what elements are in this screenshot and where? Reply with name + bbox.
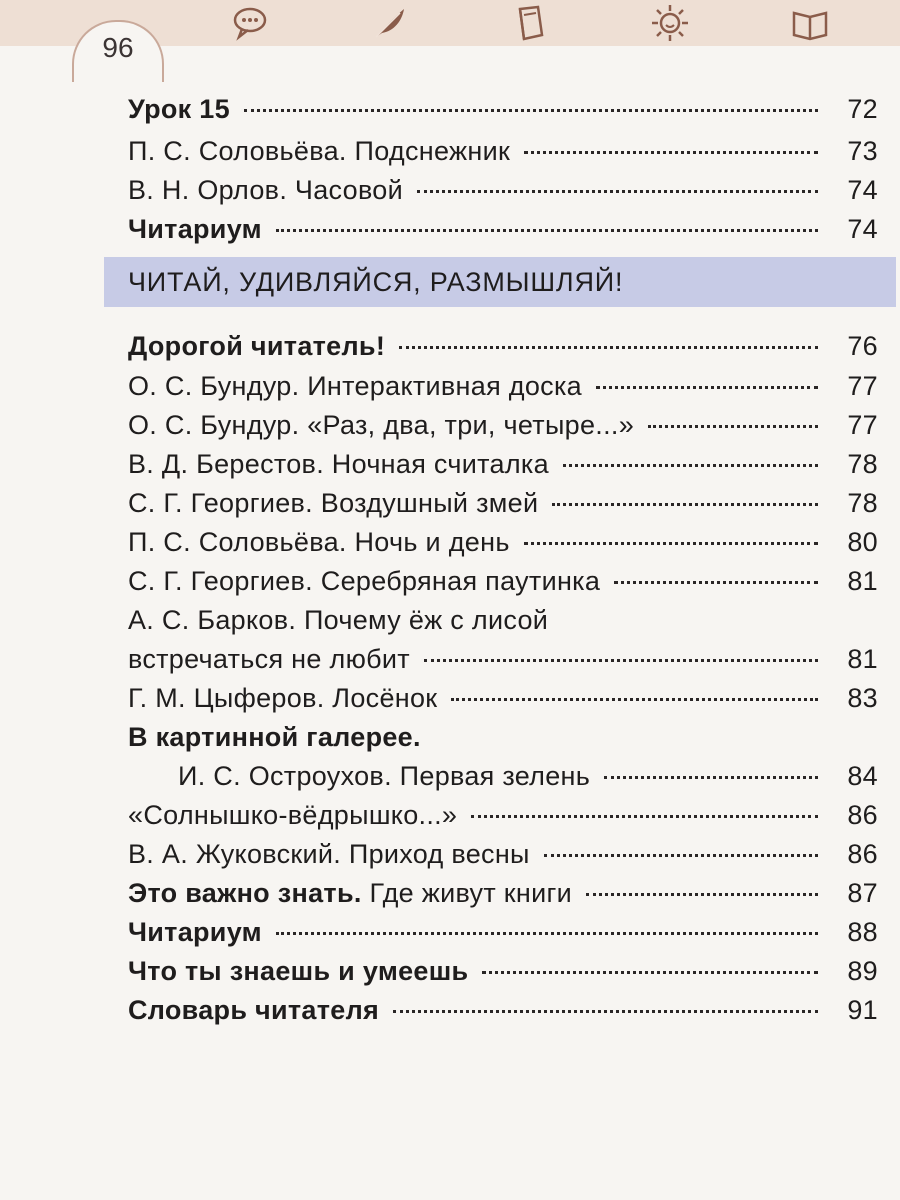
toc-entry-page: 74 <box>847 214 878 244</box>
toc-leader-dots <box>524 542 818 545</box>
toc-entry-page: 77 <box>847 371 878 401</box>
toc-entry-page: 72 <box>847 94 878 124</box>
toc-leader-dots <box>276 932 818 935</box>
toc-leader-dots <box>471 815 818 818</box>
table-of-contents <box>128 86 878 1030</box>
toc-entry[interactable] <box>128 640 878 679</box>
toc-entry[interactable] <box>128 874 878 913</box>
toc-leader-dots <box>586 893 818 896</box>
toc-entry-page: 88 <box>847 917 878 947</box>
toc-subsection-heading[interactable] <box>128 718 878 757</box>
toc-entry[interactable] <box>128 835 878 874</box>
toc-entry[interactable] <box>128 445 878 484</box>
toc-leader-dots <box>451 698 818 701</box>
toc-entry[interactable] <box>128 367 878 406</box>
toc-entry-title: И. С. Остроухов. Первая зелень <box>178 761 591 791</box>
speech-bubble-icon <box>227 0 273 46</box>
toc-entry-title: С. Г. Георгиев. Воздушный змей <box>128 488 539 518</box>
toc-entry-title: Дорогой читатель! <box>128 331 386 361</box>
toc-entry-page: 81 <box>847 566 878 596</box>
toc-entry[interactable] <box>128 796 878 835</box>
toc-leader-dots <box>614 581 818 584</box>
toc-entry-first-line[interactable] <box>128 601 878 640</box>
toc-entry[interactable] <box>128 679 878 718</box>
toc-leader-dots <box>648 425 818 428</box>
toc-entry[interactable] <box>128 562 878 601</box>
toc-leader-dots <box>544 854 818 857</box>
toc-entry-title: П. С. Соловьёва. Ночь и день <box>128 527 510 557</box>
toc-leader-dots <box>596 386 818 389</box>
toc-entry-title-bold: Это важно знать. <box>128 878 362 908</box>
toc-entry[interactable] <box>128 952 878 991</box>
toc-leader-dots <box>604 776 818 779</box>
toc-leader-dots <box>552 503 818 506</box>
open-book-icon <box>787 0 833 46</box>
toc-leader-dots <box>563 464 818 467</box>
toc-entry-title: С. Г. Георгиев. Серебряная паутинка <box>128 566 601 596</box>
toc-entry[interactable] <box>128 325 878 367</box>
toc-entry-title: В картинной галерее. <box>128 722 421 752</box>
section-title: ЧИТАЙ, УДИВЛЯЙСЯ, РАЗМЫШЛЯЙ! <box>128 266 624 297</box>
page-number: 96 <box>102 32 134 63</box>
toc-entry-title: Читариум <box>128 214 262 244</box>
book-icon <box>507 0 553 46</box>
toc-entry-title-rest: Где живут книги <box>369 878 573 908</box>
toc-entry-page: 87 <box>847 878 878 908</box>
toc-entry-title: О. С. Бундур. Интерактивная доска <box>128 371 582 401</box>
toc-entry-page: 73 <box>847 136 878 166</box>
toc-entry-title: В. Д. Берестов. Ночная считалка <box>128 449 549 479</box>
toc-entry-page: 86 <box>847 800 878 830</box>
toc-leader-dots <box>393 1010 818 1013</box>
toc-entry-page: 80 <box>847 527 878 557</box>
toc-entry-page: 81 <box>847 644 878 674</box>
toc-entry-title: Словарь читателя <box>128 995 380 1025</box>
toc-entry-title: В. Н. Орлов. Часовой <box>128 175 403 205</box>
section-banner <box>104 257 896 307</box>
toc-leader-dots <box>276 229 818 232</box>
header-icons <box>180 0 880 46</box>
toc-entry-title: В. А. Жуковский. Приход весны <box>128 839 530 869</box>
sun-icon <box>647 0 693 46</box>
toc-entry-title <box>128 874 572 913</box>
toc-leader-dots <box>524 151 818 154</box>
toc-leader-dots <box>424 659 818 662</box>
toc-entry-title: Урок 15 <box>128 94 230 124</box>
toc-entry[interactable] <box>128 523 878 562</box>
toc-entry-title-continued: встречаться не любит <box>128 644 410 674</box>
toc-entry[interactable] <box>128 210 878 249</box>
toc-leader-dots <box>399 346 818 349</box>
toc-entry-page: 76 <box>847 331 878 361</box>
toc-entry-page: 74 <box>847 175 878 205</box>
toc-entry[interactable] <box>128 132 878 171</box>
toc-entry-title: О. С. Бундур. «Раз, два, три, четыре...» <box>128 410 635 440</box>
toc-entry[interactable] <box>128 484 878 523</box>
toc-entry-page: 86 <box>847 839 878 869</box>
toc-entry-page: 78 <box>847 488 878 518</box>
toc-entry[interactable] <box>128 406 878 445</box>
toc-leader-dots <box>482 971 818 974</box>
toc-entry-title: П. С. Соловьёва. Подснежник <box>128 136 511 166</box>
toc-entry-page: 84 <box>847 761 878 791</box>
toc-entry-page: 89 <box>847 956 878 986</box>
toc-entry-title: Г. М. Цыферов. Лосёнок <box>128 683 438 713</box>
toc-entry[interactable] <box>128 991 878 1030</box>
toc-entry-title: «Солнышко-вёдрышко...» <box>128 800 458 830</box>
toc-entry-page: 83 <box>847 683 878 713</box>
toc-entry-page: 77 <box>847 410 878 440</box>
toc-leader-dots <box>244 109 818 112</box>
toc-entry-page: 78 <box>847 449 878 479</box>
toc-entry[interactable] <box>128 757 878 796</box>
toc-leader-dots <box>417 190 818 193</box>
feather-icon <box>367 0 413 46</box>
toc-entry-title: Что ты знаешь и умеешь <box>128 956 469 986</box>
toc-entry[interactable] <box>128 171 878 210</box>
toc-entry[interactable] <box>128 86 878 132</box>
toc-entry-page: 91 <box>847 995 878 1025</box>
toc-entry-title: А. С. Барков. Почему ёж с лисой <box>128 605 549 635</box>
toc-entry[interactable] <box>128 913 878 952</box>
toc-entry-title: Читариум <box>128 917 262 947</box>
